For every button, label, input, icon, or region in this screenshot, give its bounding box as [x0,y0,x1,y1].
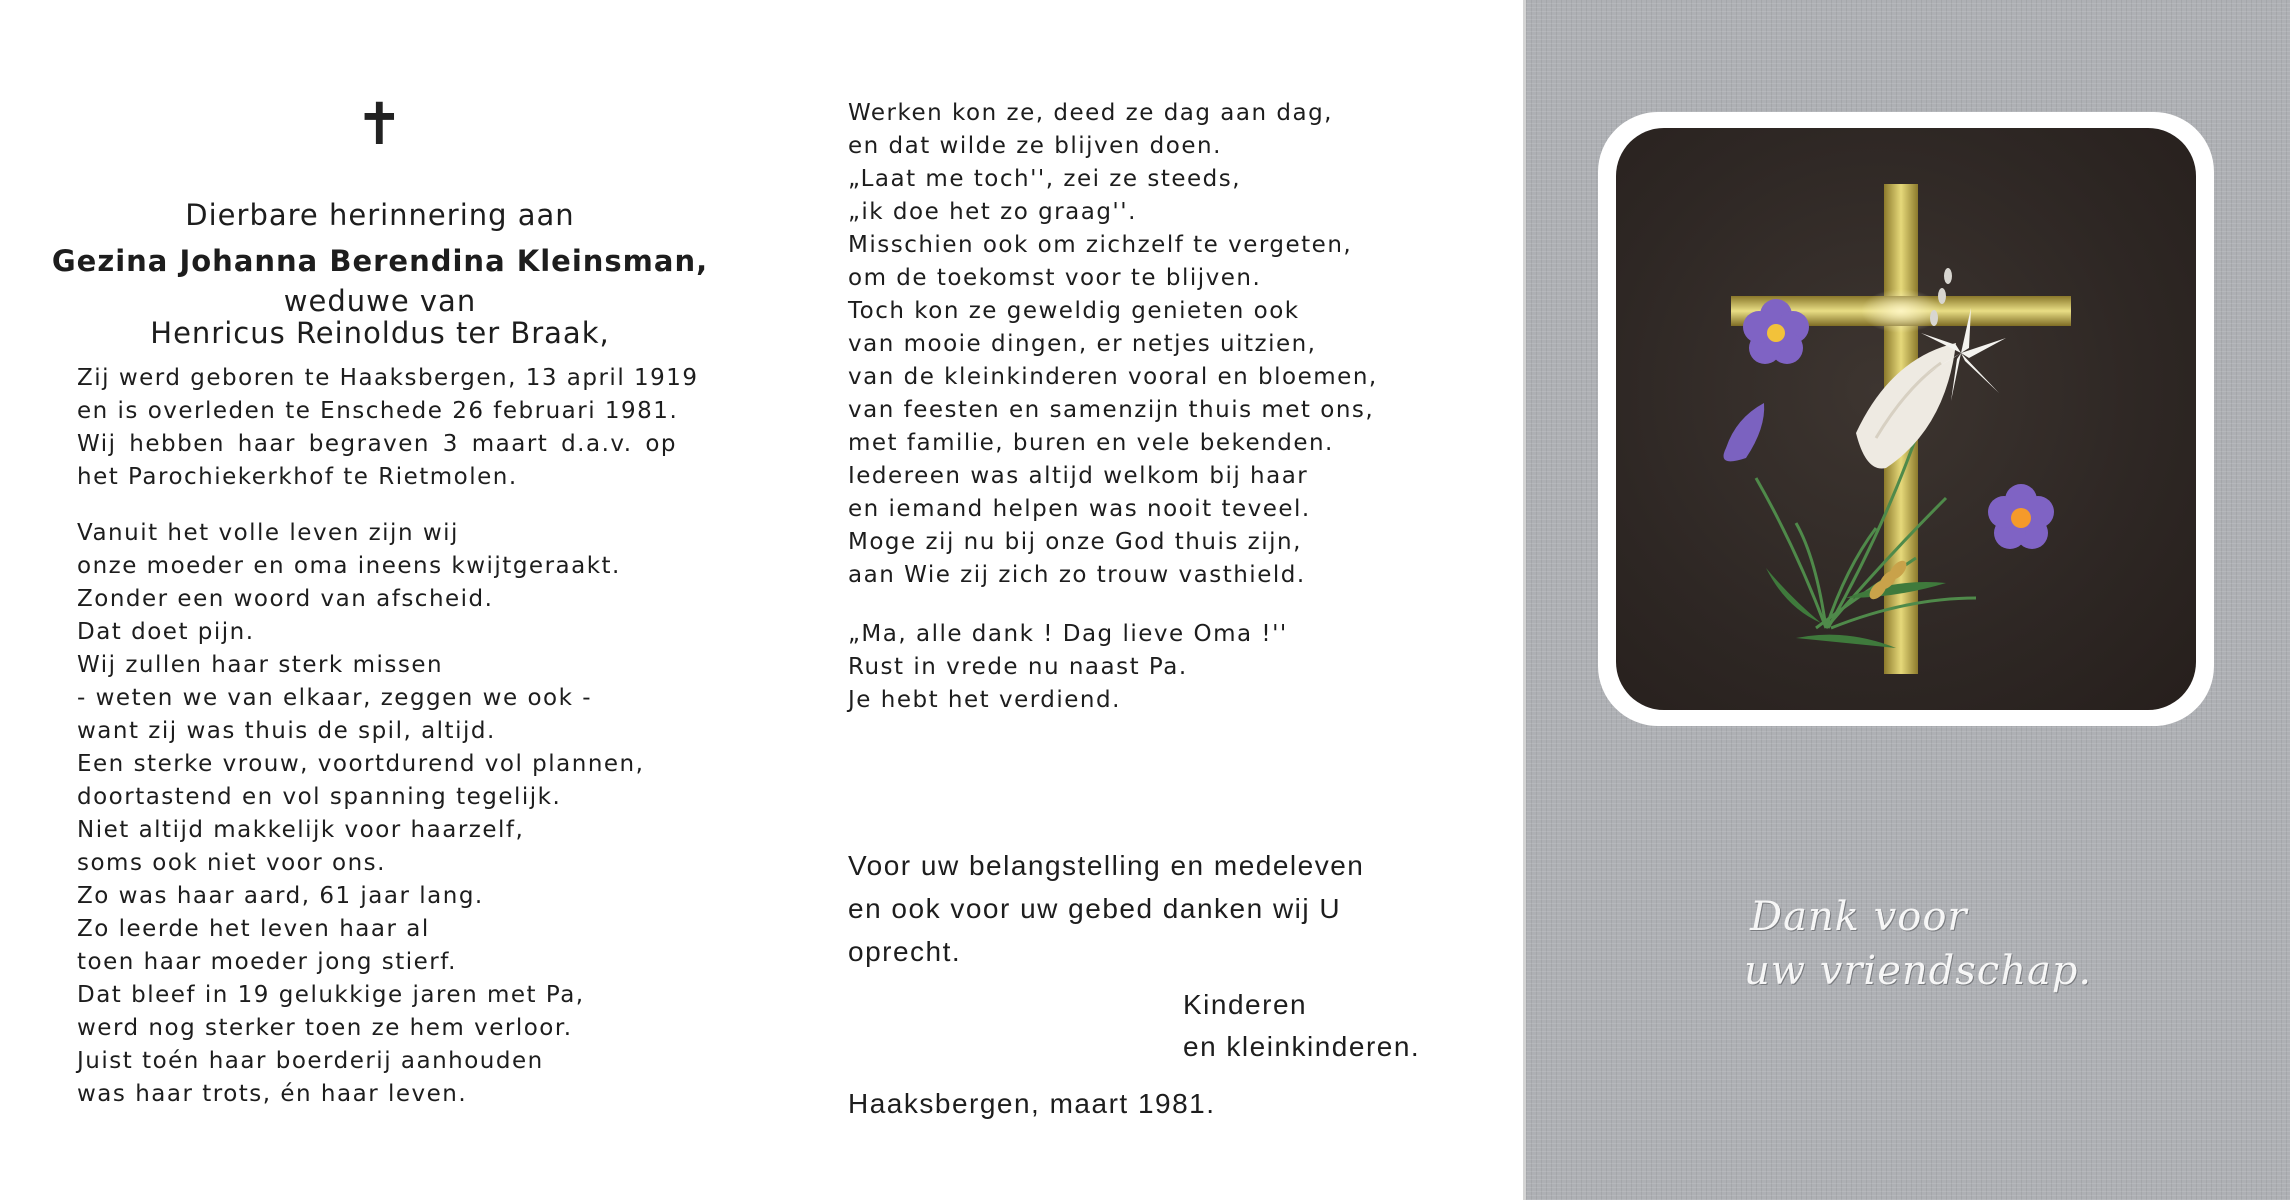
poem-line: Misschien ook om zichzelf te vergeten, [848,232,1353,258]
poem-line: was haar trots, én haar leven. [77,1081,468,1107]
poem-line: „Laat me toch'', zei ze steeds, [848,166,1242,192]
poem-line: Dat bleef in 19 gelukkige jaren met Pa, [77,982,585,1008]
poem-line: soms ook niet voor ons. [77,850,386,876]
poem-line: en dat wilde ze blijven doen. [848,133,1222,159]
poem-line: Zo leerde het leven haar al [77,916,430,942]
facts-line: het Parochiekerkhof te Rietmolen. [77,464,518,490]
thanks-line: Voor uw belangstelling en medeleven [848,850,1365,881]
poem-line: toen haar moeder jong stierf. [77,949,457,975]
poem-line: van mooie dingen, er netjes uitzien, [848,331,1317,357]
poem-line: Toch kon ze geweldig genieten ook [848,298,1300,324]
farewell-line: „Ma, alle dank ! Dag lieve Oma !'' [848,621,1288,647]
poem-line: Niet altijd makkelijk voor haarzelf, [77,817,525,843]
life-facts [77,362,699,494]
place-and-date: Haaksbergen, maart 1981. [848,1088,1216,1119]
farewell-line: Rust in vrede nu naast Pa. [848,654,1188,680]
memorial-poem-part1 [77,517,677,1111]
poem-line: met familie, buren en vele bekenden. [848,430,1334,456]
poem-line: Iedereen was altijd welkom bij haar [848,463,1309,489]
poem-line: van feesten en samenzijn thuis met ons, [848,397,1375,423]
cross-flowers-icon [1616,128,2196,710]
poem-line: Zo was haar aard, 61 jaar lang. [77,883,484,909]
thanks-line: oprecht. [848,936,962,967]
poem-line: Vanuit het volle leven zijn wij [77,520,459,546]
farewell-line: Je hebt het verdiend. [848,687,1121,713]
picture-frame [1598,112,2214,726]
thanks-line: en ook voor uw gebed danken wij U [848,893,1342,924]
facts-line: Zij werd geboren te Haaksbergen, 13 april 1919 [77,365,699,391]
facts-line: en is overleden te Enschede 26 februari 1981. [77,398,679,424]
card-greeting [1744,890,2093,998]
card-greeting-line: Dank voor [1750,894,1968,940]
poem-line: Dat doet pijn. [77,619,255,645]
poem-line: - weten we van elkaar, zeggen we ook - [77,685,593,711]
poem-line: aan Wie zij zich zo trouw vasthield. [848,562,1306,588]
card-greeting-line: uw vriendschap. [1744,948,2093,994]
poem-line: Wij zullen haar sterk missen [77,652,444,678]
husband-name: Henricus Reinoldus ter Braak, [150,316,610,350]
poem-line: onze moeder en oma ineens kwijtgeraakt. [77,553,621,579]
poem-line: Moge zij nu bij onze God thuis zijn, [848,529,1302,555]
poem-line: om de toekomst voor te blijven. [848,265,1262,291]
poem-line: want zij was thuis de spil, altijd. [77,718,496,744]
deceased-name: Gezina Johanna Berendina Kleinsman, [51,244,709,278]
intro-heading: Dierbare herinnering aan [185,198,575,232]
poem-line: Zonder een woord van afscheid. [77,586,494,612]
cross-flowers-illustration [1616,128,2196,710]
farewell-lines [848,618,1288,717]
signoff-line: en kleinkinderen. [1183,1031,1421,1062]
poem-line: Werken kon ze, deed ze dag aan dag, [848,100,1333,126]
poem-line: van de kleinkinderen vooral en bloemen, [848,364,1378,390]
widow-label: weduwe van [283,284,477,318]
memorial-poem-part2 [848,97,1378,592]
cross-icon: ✝ [355,90,404,158]
signoff-line: Kinderen [1183,989,1308,1020]
poem-line: Juist toén haar boerderij aanhouden [77,1048,544,1074]
poem-line: Een sterke vrouw, voortdurend vol plannen, [77,751,645,777]
poem-line: „ik doe het zo graag''. [848,199,1137,225]
poem-line: en iemand helpen was nooit teveel. [848,496,1311,522]
signoff [1183,984,1420,1068]
thanks-message [848,844,1364,973]
facts-line: Wij hebben haar begraven 3 maart d.a.v. op [77,431,677,457]
poem-line: doortastend en vol spanning tegelijk. [77,784,562,810]
poem-line: werd nog sterker toen ze hem verloor. [77,1015,573,1041]
